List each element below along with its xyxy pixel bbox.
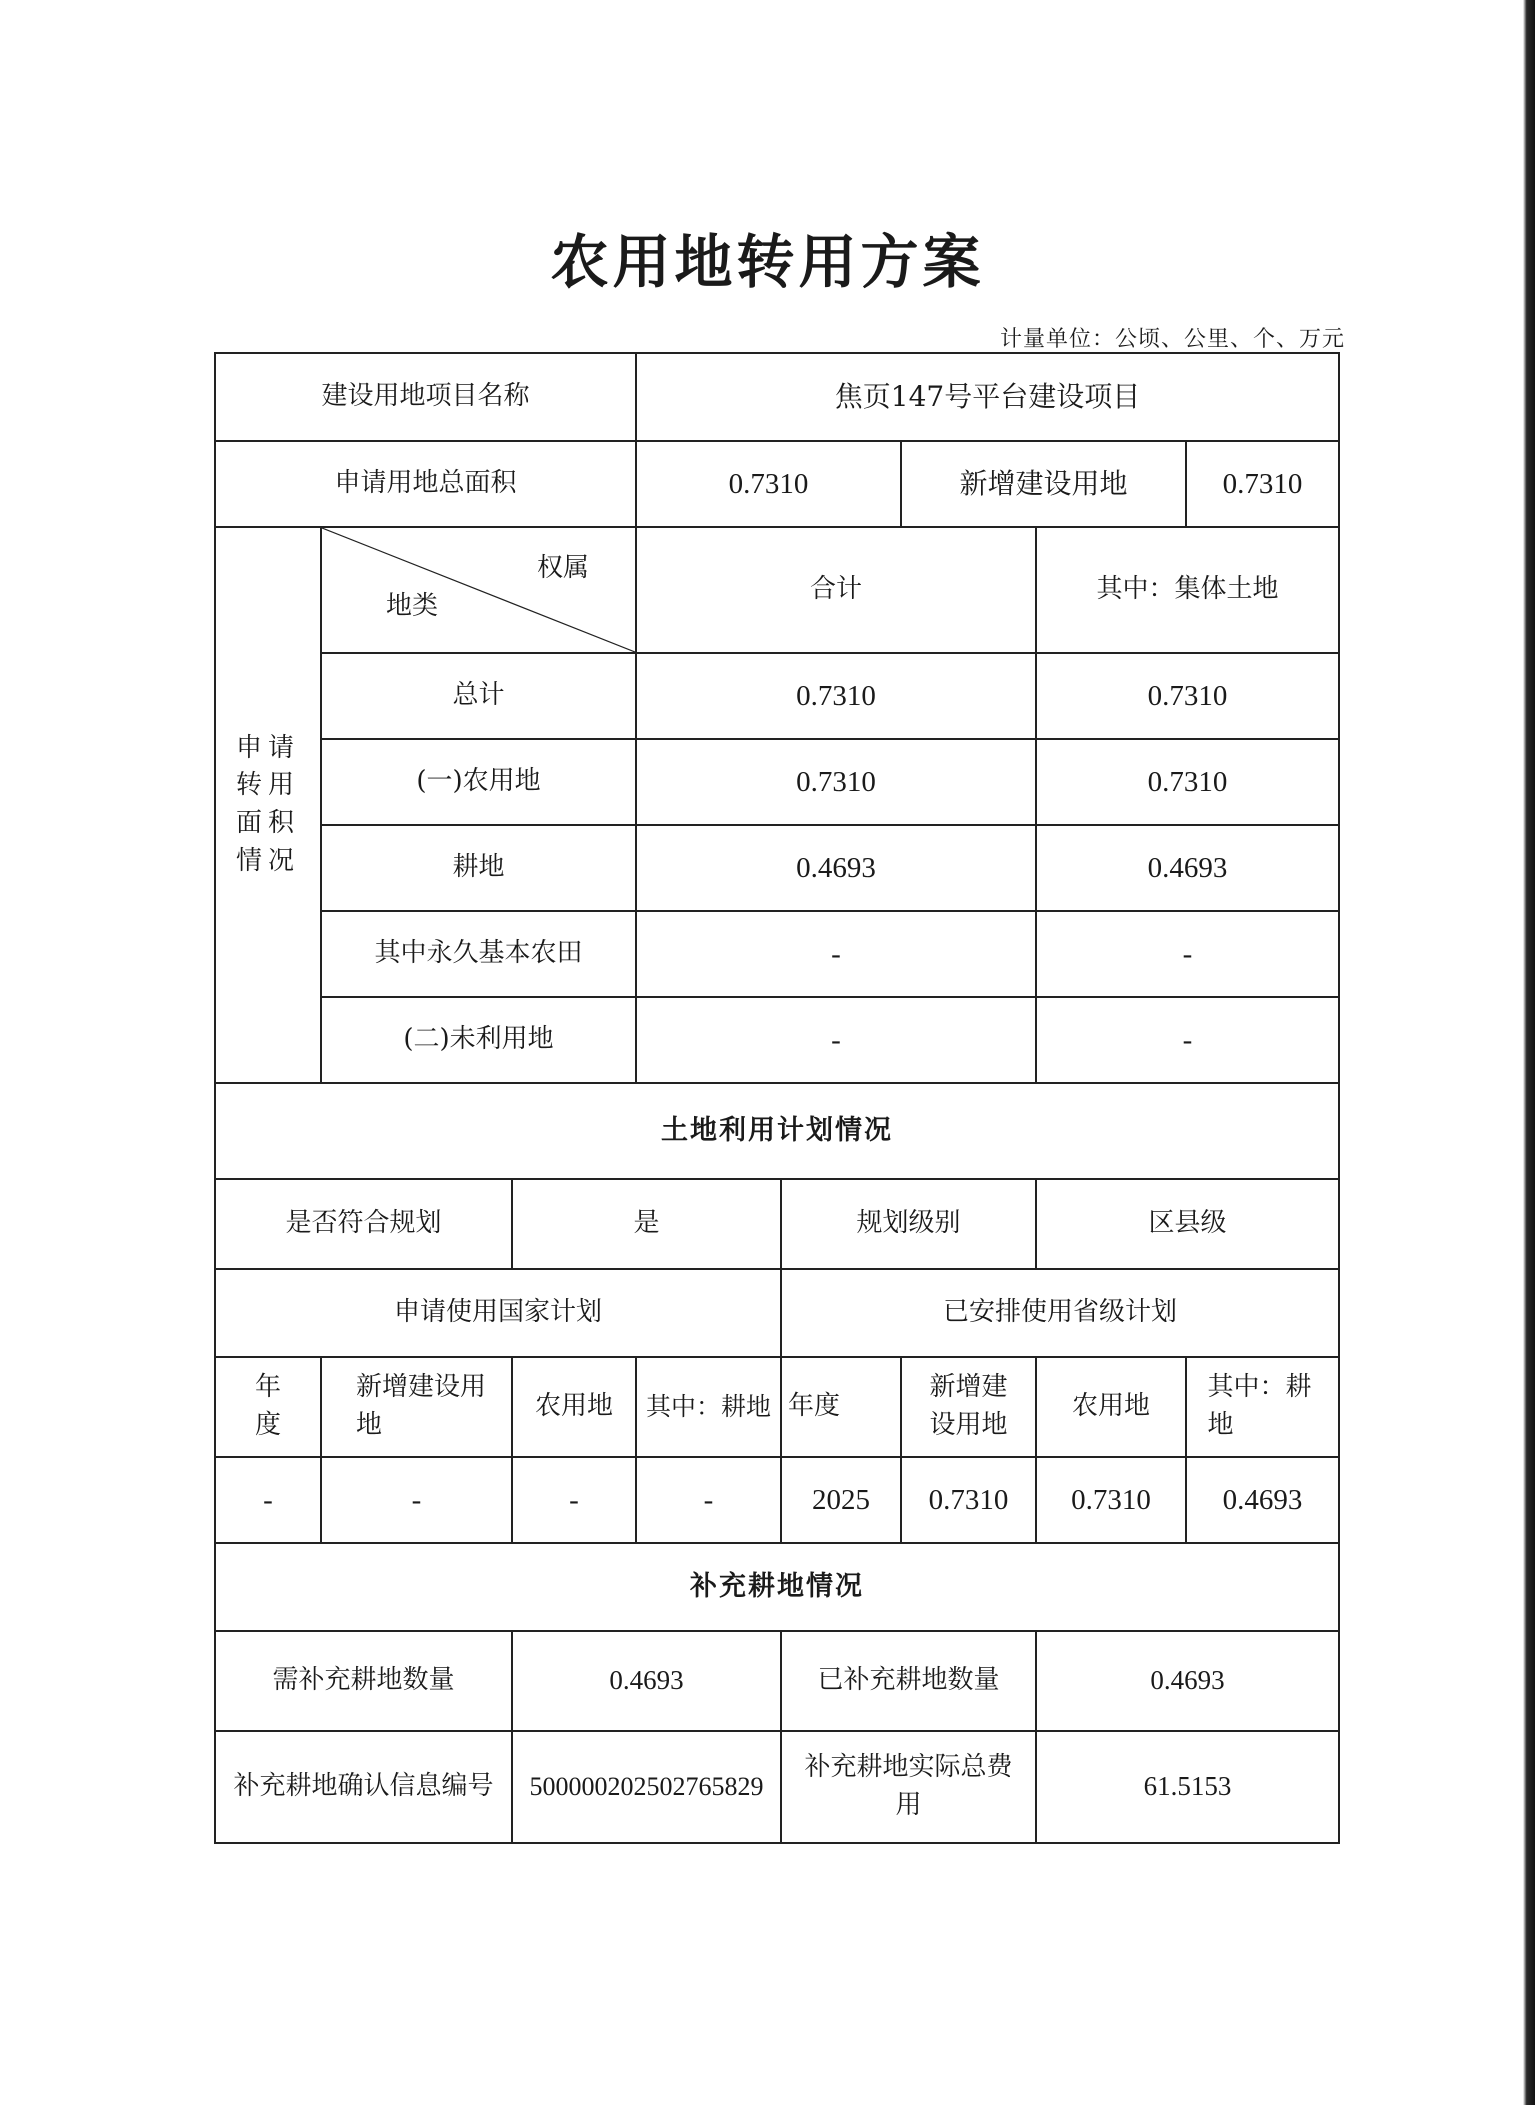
value-new-construction: - xyxy=(321,1457,512,1543)
value-farmland2: 0.7310 xyxy=(1036,1457,1186,1543)
new-construction-value: 0.7310 xyxy=(1186,441,1339,527)
row-total: - xyxy=(636,997,1036,1083)
provincial-plan-label: 已安排使用省级计划 xyxy=(781,1269,1339,1357)
total-area-row xyxy=(215,441,1339,527)
row-collective: - xyxy=(1036,911,1339,997)
value-new-construction2: 0.7310 xyxy=(901,1457,1036,1543)
confirm-no-label: 补充耕地确认信息编号 xyxy=(215,1731,512,1843)
value-year2: 2025 xyxy=(781,1457,901,1543)
page-title: 农用地转用方案 xyxy=(550,228,985,296)
row-label: 其中永久基本农田 xyxy=(321,911,636,997)
row-total: 0.7310 xyxy=(636,653,1036,739)
diagonal-header-cell xyxy=(321,527,636,653)
col-collective-header: 其中：集体土地 xyxy=(1036,527,1339,653)
done-label: 已补充耕地数量 xyxy=(781,1631,1036,1731)
supplement-confirm-row xyxy=(215,1731,1339,1843)
level-label: 规划级别 xyxy=(781,1179,1036,1269)
header-farmland: 农用地 xyxy=(512,1357,636,1457)
row-total: 0.7310 xyxy=(636,739,1036,825)
row-label: (二)未利用地 xyxy=(321,997,636,1083)
table-row xyxy=(215,653,1339,739)
level-value: 区县级 xyxy=(1036,1179,1339,1269)
cost-label xyxy=(781,1731,1036,1843)
done-value: 0.4693 xyxy=(1036,1631,1339,1731)
row-collective: 0.7310 xyxy=(1036,739,1339,825)
row-total: - xyxy=(636,911,1036,997)
conversion-header-row xyxy=(215,527,1339,653)
unit-note: 计量单位：公顷、公里、个、万元 xyxy=(999,327,1345,352)
supplement-quantity-row xyxy=(215,1631,1339,1731)
total-area-value: 0.7310 xyxy=(636,441,901,527)
row-collective: 0.4693 xyxy=(1036,825,1339,911)
plan-section-title: 土地利用计划情况 xyxy=(215,1083,1339,1179)
header-year2: 年度 xyxy=(781,1357,901,1457)
row-label: 总计 xyxy=(321,653,636,739)
row-label: (一)农用地 xyxy=(321,739,636,825)
header-of-which-arable2 xyxy=(1186,1357,1339,1457)
diagonal-bottom-label: 地类 xyxy=(386,591,439,622)
header-new-construction-text: 新增建设用地 xyxy=(356,1372,487,1440)
row-label: 耕地 xyxy=(321,825,636,911)
required-value: 0.4693 xyxy=(512,1631,781,1731)
diagonal-top-label: 权属 xyxy=(537,553,590,583)
cost-label-text: 补充耕地实际总费用 xyxy=(804,1752,1013,1820)
table-row xyxy=(215,997,1339,1083)
table-row xyxy=(215,739,1339,825)
conversion-plan-table xyxy=(214,352,1340,1844)
compliance-value: 是 xyxy=(512,1179,781,1269)
plan-header-row xyxy=(215,1357,1339,1457)
compliance-label: 是否符合规划 xyxy=(215,1179,512,1269)
scan-edge xyxy=(1523,0,1535,2105)
value-farmland: - xyxy=(512,1457,636,1543)
header-of-which-arable: 其中：耕地 xyxy=(636,1357,781,1457)
value-of-which-arable2: 0.4693 xyxy=(1186,1457,1339,1543)
confirm-no-value: 500000202502765829 xyxy=(512,1731,781,1843)
project-name-value: 焦页147号平台建设项目 xyxy=(636,353,1339,441)
row-collective: 0.7310 xyxy=(1036,653,1339,739)
header-year xyxy=(215,1357,321,1457)
national-plan-label: 申请使用国家计划 xyxy=(215,1269,781,1357)
supplement-section-title: 补充耕地情况 xyxy=(215,1543,1339,1631)
table-row xyxy=(215,825,1339,911)
required-label: 需补充耕地数量 xyxy=(215,1631,512,1731)
header-farmland2: 农用地 xyxy=(1036,1357,1186,1457)
col-total-header: 合计 xyxy=(636,527,1036,653)
row-total: 0.4693 xyxy=(636,825,1036,911)
plan-section-row xyxy=(215,1083,1339,1179)
new-construction-label: 新增建设用地 xyxy=(901,441,1186,527)
supplement-section-row xyxy=(215,1543,1339,1631)
plan-values-row xyxy=(215,1457,1339,1543)
cost-value: 61.5153 xyxy=(1036,1731,1339,1843)
plan-type-row xyxy=(215,1269,1339,1357)
conversion-group-text: 申请转用面积情况 xyxy=(236,732,301,876)
project-name-label: 建设用地项目名称 xyxy=(215,353,636,441)
header-new-construction xyxy=(321,1357,512,1457)
table-row xyxy=(215,911,1339,997)
value-year: - xyxy=(215,1457,321,1543)
conversion-group-label xyxy=(215,527,321,1083)
compliance-row xyxy=(215,1179,1339,1269)
row-collective: - xyxy=(1036,997,1339,1083)
header-of-which-arable2-text: 其中：耕地 xyxy=(1207,1372,1312,1440)
header-new-construction2 xyxy=(901,1357,1036,1457)
header-new-construction2-text: 新增建设用地 xyxy=(929,1372,1008,1440)
header-year-text: 年度 xyxy=(254,1372,281,1440)
value-of-which-arable: - xyxy=(636,1457,781,1543)
project-name-row xyxy=(215,353,1339,441)
total-area-label: 申请用地总面积 xyxy=(215,441,636,527)
diagonal-line xyxy=(322,528,635,652)
